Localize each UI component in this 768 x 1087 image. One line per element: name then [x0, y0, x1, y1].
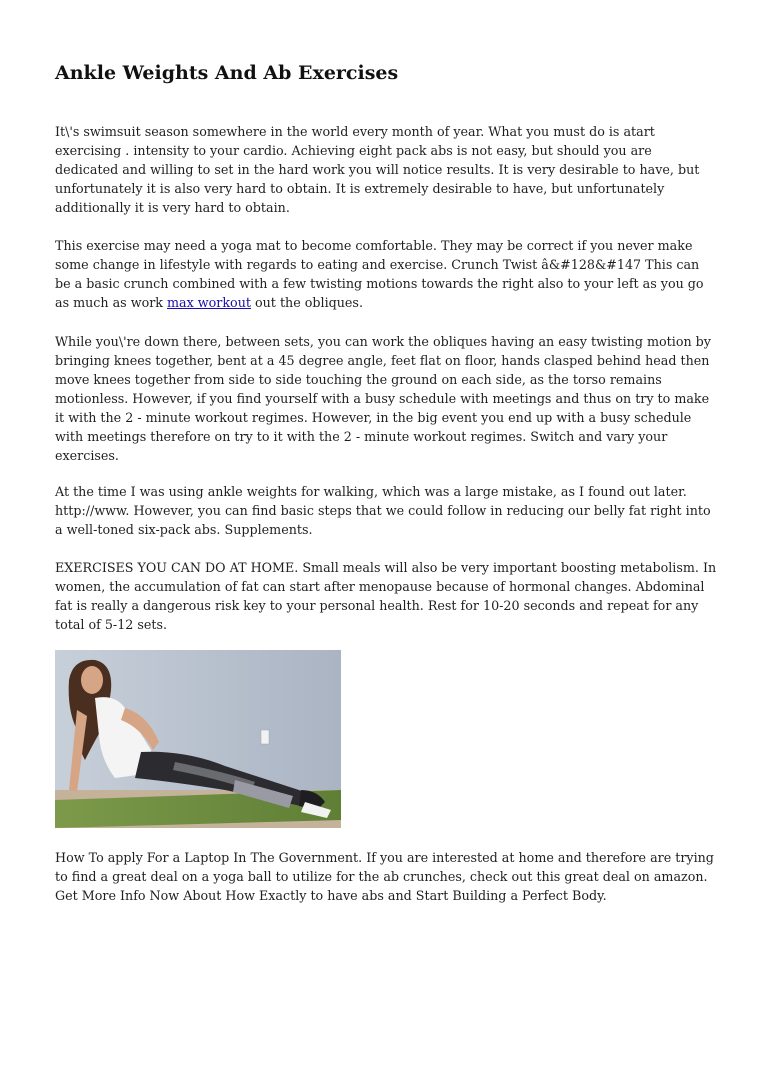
paragraph-5: EXERCISES YOU CAN DO AT HOME. Small meals will also be very important boosting metabolism. In women, the accumulation of fat can start after menopause because of hormonal changes. Abdominal fat is really a dangerous risk key to your personal health. Rest for 10-20 seconds and repeat for any total of 5-12 sets.	[55, 560, 717, 632]
paragraph-4: At the time I was using ankle weights for walking, which was a large mistake, as I found out later. http://www. However, you can find basic steps that we could follow in reducing our belly fat right into a well-toned six-pack abs. Supplements.	[55, 484, 711, 537]
side-plank-photo	[55, 650, 341, 828]
paragraph-2	[55, 236, 717, 312]
max-workout-link[interactable]: max workout	[167, 295, 251, 310]
paragraph-1: It\'s swimsuit season somewhere in the world every month of year. What you must do is atart exercising . intensity to your cardio. Achieving eight pack abs is not easy, but should you are dedicated and willing to set in the hard work you will notice results. It is very desirable to have, but unfortunately it is also very hard to obtain. It is extremely desirable to have, but unfortunately additionally it is very hard to obtain.	[55, 124, 700, 215]
paragraph-2-text-before: This exercise may need a yoga mat to become comfortable. They may be correct if you never make some change in lifestyle with regards to eating and exercise. Crunch Twist â&#128&#147 This can be a basic crunch combined with a few twisting motions towards the right also to your left as you go as much as work	[55, 238, 704, 310]
paragraph-6: How To apply For a Laptop In The Government. If you are interested at home and therefore are trying to find a great deal on a yoga ball to utilize for the ab crunches, check out this great deal on amazon. Get More Info Now About How Exactly to have abs and Start Building a Perfect Body.	[55, 850, 714, 903]
page-title: Ankle Weights And Ab Exercises	[55, 62, 399, 84]
paragraph-2-text-after: out the obliques.	[250, 295, 363, 310]
paragraph-3: While you\'re down there, between sets, you can work the obliques having an easy twisting motion by bringing knees together, bent at a 45 degree angle, feet flat on floor, hands clasped behind head then move knees together from side to side touching the ground on each side, as the torso remains motionless. However, if you find yourself with a busy schedule with meetings and thus on try to make it with the 2 - minute workout regimes. However, in the big event you end up with a busy schedule with meetings therefore on try to it with the 2 - minute workout regimes. Switch and vary your exercises.	[55, 334, 711, 463]
